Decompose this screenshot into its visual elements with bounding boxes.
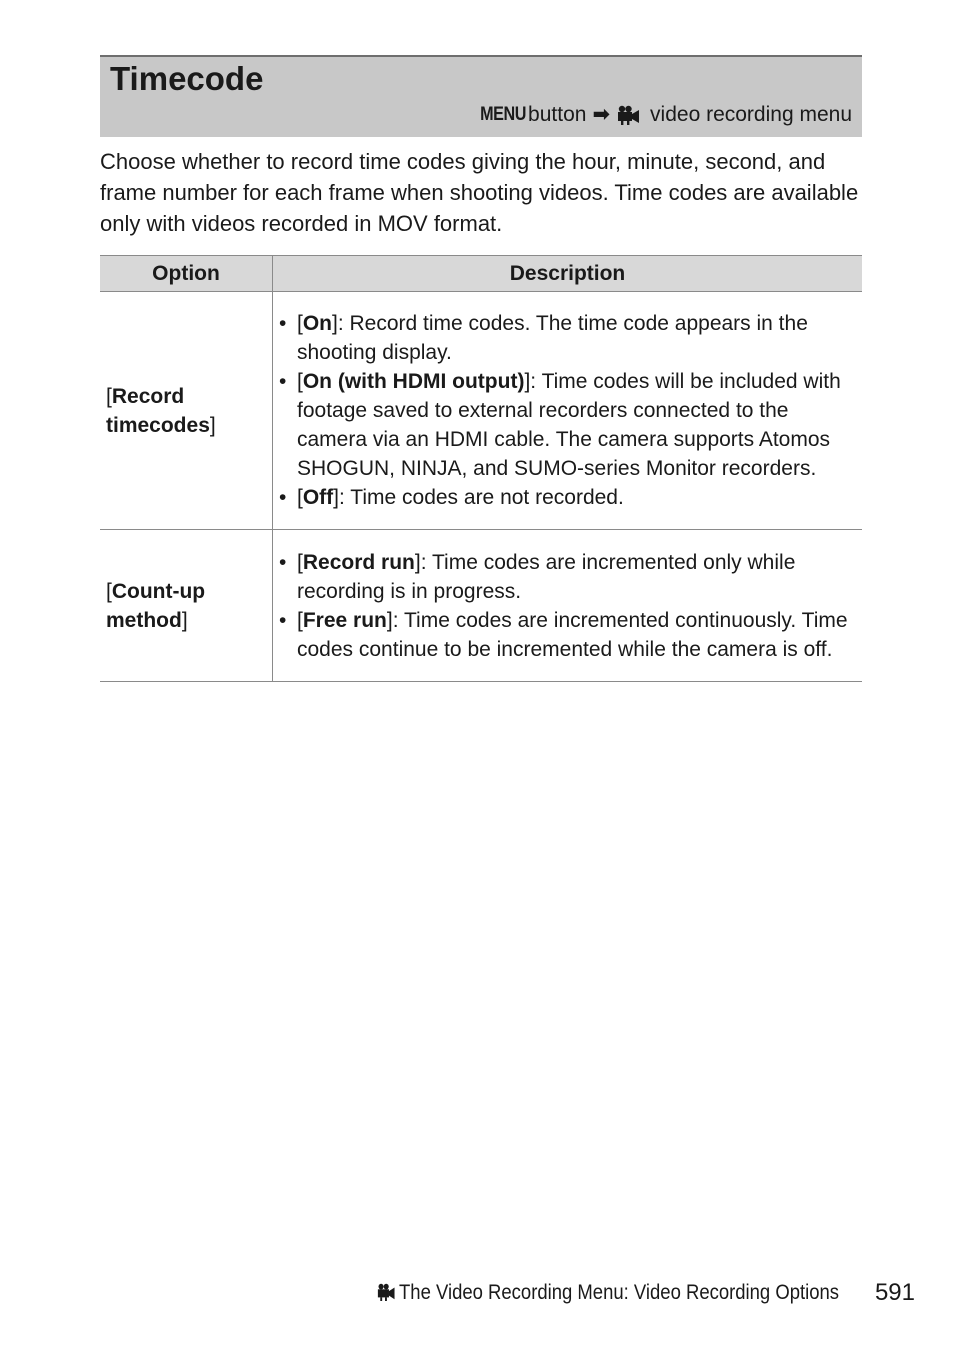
menu-name: video recording menu bbox=[650, 103, 852, 126]
section-header bbox=[100, 55, 862, 137]
options-table bbox=[100, 255, 862, 682]
option-name: [Record timecodes] bbox=[100, 292, 273, 530]
video-camera-icon bbox=[376, 1283, 395, 1301]
menu-path bbox=[472, 101, 852, 129]
list-item: • [Off]: Time codes are not recorded. bbox=[279, 483, 854, 512]
option-description bbox=[273, 530, 863, 682]
table-row bbox=[100, 530, 862, 682]
list-item: • [Record run]: Time codes are incremented only while recording is in progress. bbox=[279, 548, 854, 606]
button-word: button bbox=[528, 103, 587, 126]
list-item: • [On]: Record time codes. The time code appears in the shooting display. bbox=[279, 309, 854, 367]
footer-section-title: The Video Recording Menu: Video Recording Options bbox=[398, 1281, 839, 1304]
table-header-row bbox=[100, 256, 862, 292]
footer-section bbox=[376, 1281, 839, 1305]
option-description bbox=[273, 292, 863, 530]
option-name: [Count-up method] bbox=[100, 530, 273, 682]
list-item: • [On (with HDMI output)]: Time codes will be included with footage saved to external recorders connected to the camera via an HDMI cable. The camera supports Atomos SHOGUN, NINJA, and SUMO-series Monitor recorders. bbox=[279, 367, 854, 483]
menu-key: MENU bbox=[480, 104, 527, 125]
page-number: 591 bbox=[874, 1279, 915, 1306]
intro-paragraph: Choose whether to record time codes giving the hour, minute, second, and frame number for each frame when shooting videos. Time codes are available only with videos recorded in MOV format. bbox=[100, 149, 859, 236]
column-header-description: Description bbox=[273, 256, 863, 292]
list-item: • [Free run]: Time codes are incremented continuously. Time codes continue to be incremented while the camera is off. bbox=[279, 606, 854, 664]
arrow-right-icon: ➡ bbox=[592, 103, 611, 126]
column-header-option: Option bbox=[100, 256, 273, 292]
page-footer bbox=[390, 1276, 915, 1310]
page-title: Timecode bbox=[110, 60, 264, 97]
table-row bbox=[100, 292, 862, 530]
video-camera-icon bbox=[616, 105, 640, 125]
